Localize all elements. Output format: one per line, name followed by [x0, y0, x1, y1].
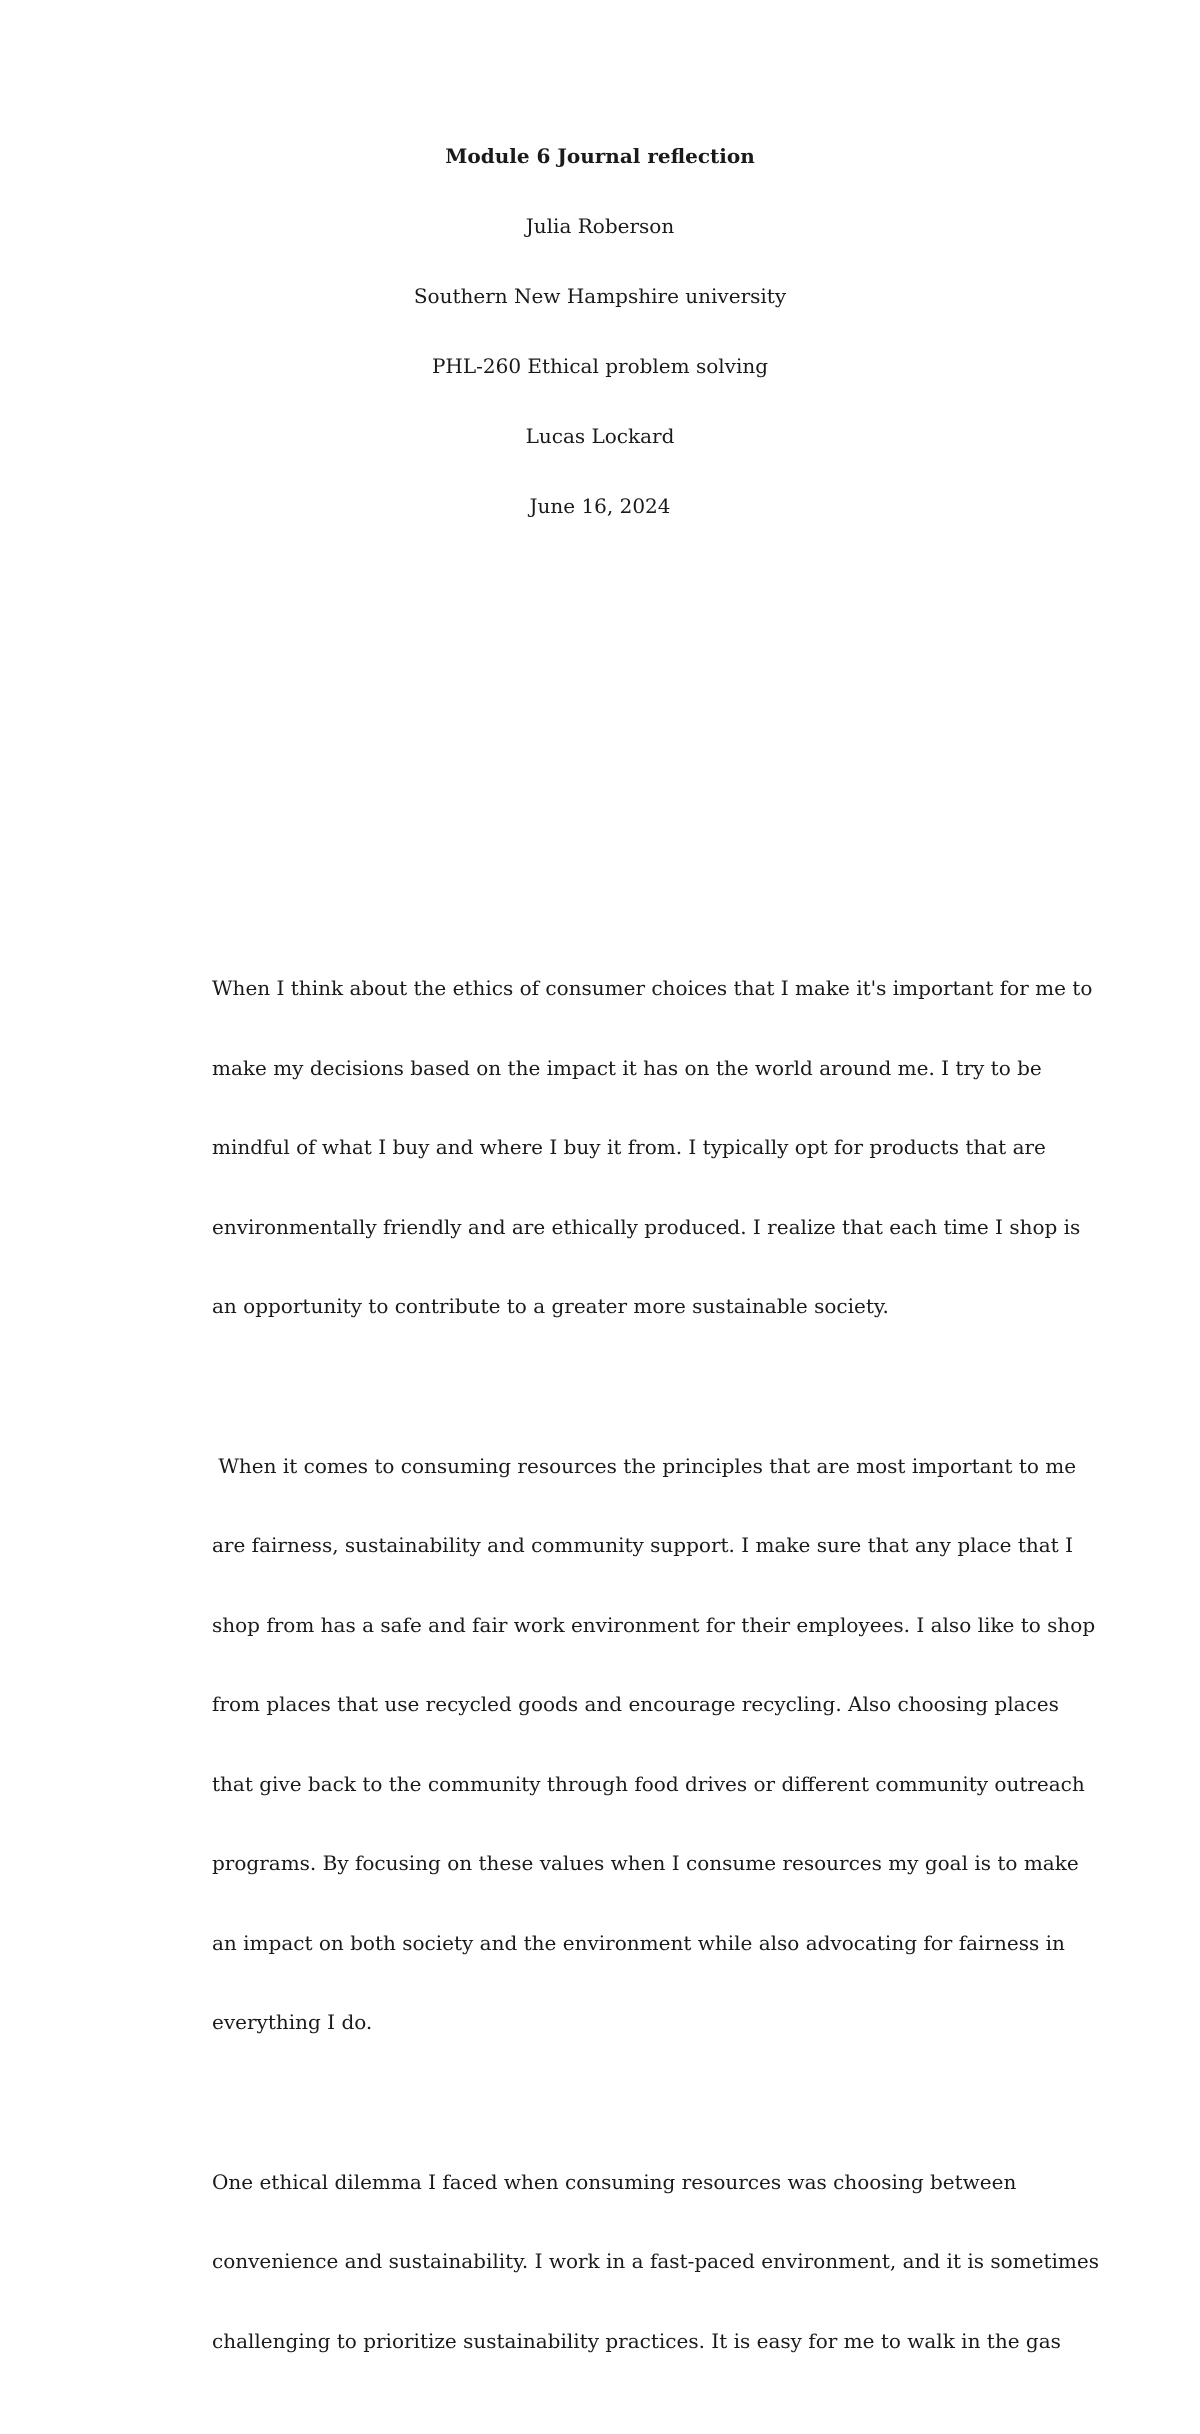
paragraph-2: [212, 1400, 1096, 2089]
body-text: [212, 922, 1099, 2434]
paragraph-line: shop from has a safe and fair work environment for their employees. I also like to shop: [212, 1612, 1096, 1637]
paragraph-line: are fairness, sustainability and community support. I make sure that any place that I: [212, 1533, 1073, 1557]
paragraph-1: [212, 922, 1093, 1373]
paragraph-line: everything I do.: [212, 2010, 373, 2034]
paragraph-3: [212, 2116, 1099, 2408]
document-title: Module 6 Journal reflection: [445, 144, 755, 168]
paragraph-line: challenging to prioritize sustainability practices. It is easy for me to walk in the gas: [212, 2328, 1061, 2353]
paragraph-line: from places that use recycled goods and encourage recycling. Also choosing places: [212, 1692, 1059, 1716]
title-page-block: [0, 142, 1200, 562]
paragraph-line: make my decisions based on the impact it has on the world around me. I try to be: [212, 1055, 1042, 1080]
course-name: PHL-260 Ethical problem solving: [431, 354, 769, 378]
author-name: Julia Roberson: [525, 214, 675, 238]
document-date: June 16, 2024: [529, 494, 671, 518]
paragraph-line: an impact on both society and the environment while also advocating for fairness in: [212, 1930, 1065, 1955]
paragraph-line: When I think about the ethics of consumer choices that I make it's important for me to: [212, 976, 1093, 1000]
paragraph-line: an opportunity to contribute to a greater more sustainable society.: [212, 1294, 889, 1318]
institution-name: Southern New Hampshire university: [413, 284, 787, 308]
paragraph-line: One ethical dilemma I faced when consuming resources was choosing between: [212, 2169, 1017, 2194]
paragraph-line: that give back to the community through food drives or different community outreach: [212, 1771, 1085, 1796]
instructor-name: Lucas Lockard: [525, 424, 675, 448]
paragraph-line: programs. By focusing on these values when I consume resources my goal is to make: [212, 1851, 1079, 1875]
paragraph-line: environmentally friendly and are ethically produced. I realize that each time I shop is: [212, 1214, 1081, 1239]
paragraph-line: When it comes to consuming resources the principles that are most important to me: [212, 1453, 1077, 1478]
paragraph-line: convenience and sustainability. I work in a fast-paced environment, and it is sometimes: [212, 2249, 1099, 2273]
paragraph-line: mindful of what I buy and where I buy it from. I typically opt for products that are: [212, 1135, 1046, 1159]
